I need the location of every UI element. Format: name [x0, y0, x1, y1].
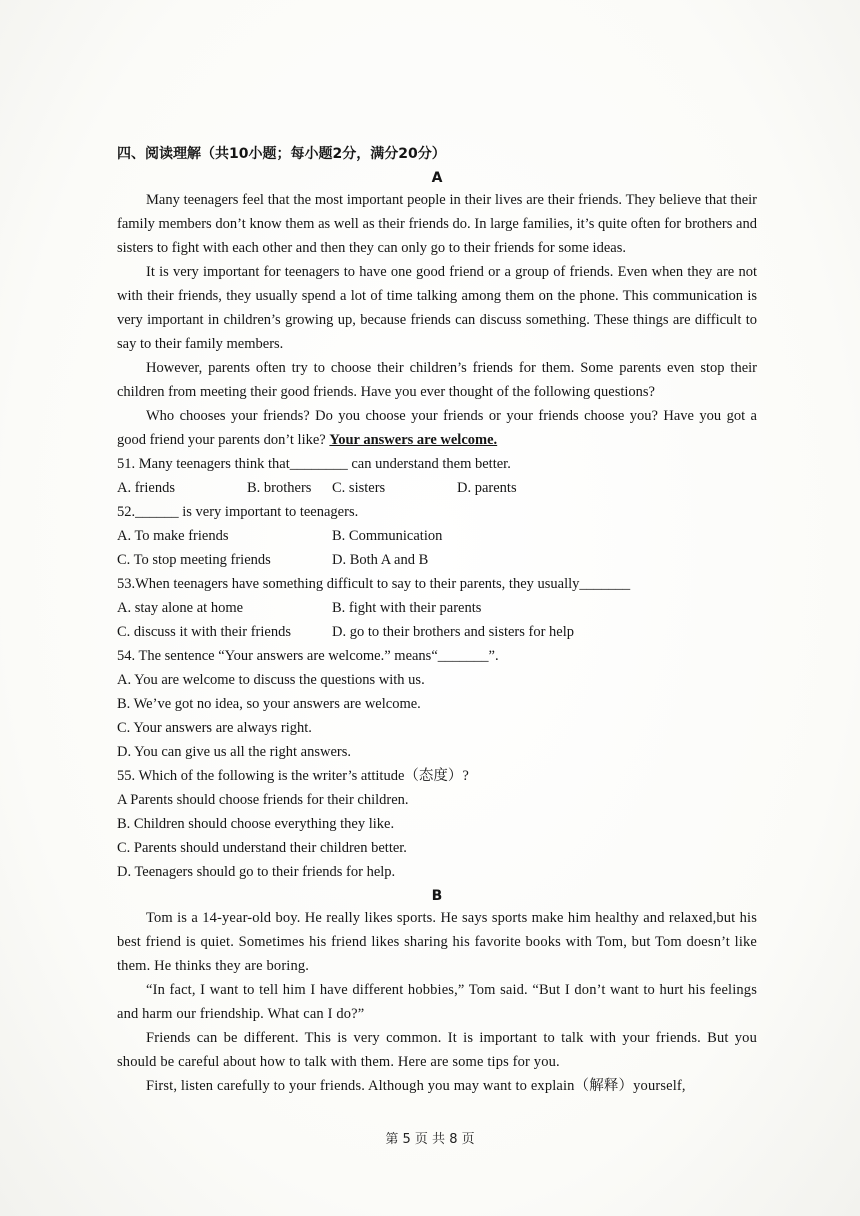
passage-b-title: B [431, 888, 443, 904]
paragraph-text: Who chooses your friends? Do you choose your friends or your friends choose you? Have you got a good friend your parents don’t like? [117, 408, 757, 448]
passage-b-paragraph: Tom is a 14-year-old boy. He really likes sports. He says sports make him healthy and relaxed,but his best friend is quiet. Sometimes his friend likes sharing his favorite books with Tom, but Tom doesn’t like them. He thinks they are boring. [117, 910, 757, 974]
option-b: B. brothers [247, 480, 312, 496]
question-stem-55: 55. Which of the following is the writer’s attitude（态度）? [117, 768, 469, 784]
question-stem-51: 51. Many teenagers think that________ can understand them better. [117, 456, 511, 472]
passage-a-paragraph: It is very important for teenagers to have one good friend or a group of friends. Even when they are not with their friends, they usually spend a lot of time talking among them on the phone. This communication is very important in children’s growing up, because friends can discuss something. These things are difficult to say to their family members. [117, 264, 757, 352]
question-stem-54: 54. The sentence “Your answers are welcome.” means“_______”. [117, 648, 499, 664]
option-d: D. Teenagers should go to their friends for help. [117, 864, 396, 880]
question-stem-52: 52.______ is very important to teenagers. [117, 504, 359, 520]
option-b: B. We’ve got no idea, so your answers are welcome. [117, 696, 421, 712]
option-a: A Parents should choose friends for their children. [117, 792, 409, 808]
options-53-row1 [117, 596, 757, 620]
option-a: A. stay alone at home [117, 600, 244, 616]
options-52-row2 [117, 548, 757, 572]
option-b: B. Children should choose everything they like. [117, 816, 395, 832]
passage-b-body [117, 906, 757, 1098]
passage-b-paragraph: Friends can be different. This is very common. It is important to talk with your friends. But you should be careful about how to talk with them. Here are some tips for you. [117, 1030, 757, 1070]
options-51 [117, 476, 757, 500]
option-b: B. fight with their parents [332, 600, 482, 616]
passage-a-paragraph: However, parents often try to choose their children’s friends for them. Some parents even stop their children from meeting their good friends. Have you ever thought of the following questions? [117, 360, 757, 400]
section-header: 四、阅读理解（共10小题；每小题2分，满分20分） [117, 146, 446, 162]
option-d: D. Both A and B [332, 552, 429, 568]
option-d: D. go to their brothers and sisters for help [332, 624, 575, 640]
option-d: D. You can give us all the right answers. [117, 744, 351, 760]
page-footer: 第 5 页 共 8 页 [385, 1132, 475, 1147]
option-c: C. Your answers are always right. [117, 720, 312, 736]
passage-b-paragraph: “In fact, I want to tell him I have different hobbies,” Tom said. “But I don’t want to hurt his feelings and harm our friendship. What can I do?” [117, 982, 757, 1022]
passage-a-paragraph-last [117, 404, 757, 452]
passage-a-paragraph: Many teenagers feel that the most important people in their lives are their friends. They believe that their family members don’t know them as well as their friends do. In large families, it’s quite often for brothers and sisters to fight with each other and then they can only go to their friends for some ideas. [117, 192, 757, 256]
option-a: A. To make friends [117, 528, 229, 544]
option-d: D. parents [457, 480, 517, 496]
options-53-row2 [117, 620, 757, 644]
question-stem-53: 53.When teenagers have something difficult to say to their parents, they usually_______ [117, 576, 631, 592]
option-c: C. sisters [332, 480, 386, 496]
option-c: C. To stop meeting friends [117, 552, 271, 568]
option-a: A. You are welcome to discuss the questions with us. [117, 672, 425, 688]
passage-a-title: A [431, 170, 443, 186]
option-c: C. discuss it with their friends [117, 624, 291, 640]
option-c: C. Parents should understand their children better. [117, 840, 407, 856]
option-a: A. friends [117, 480, 175, 496]
option-b: B. Communication [332, 528, 443, 544]
options-52-row1 [117, 524, 757, 548]
emphasis-text: Your answers are welcome. [329, 432, 498, 448]
page-content [117, 142, 757, 1098]
passage-b-paragraph: First, listen carefully to your friends. Although you may want to explain（解释）yourself, [146, 1078, 686, 1094]
